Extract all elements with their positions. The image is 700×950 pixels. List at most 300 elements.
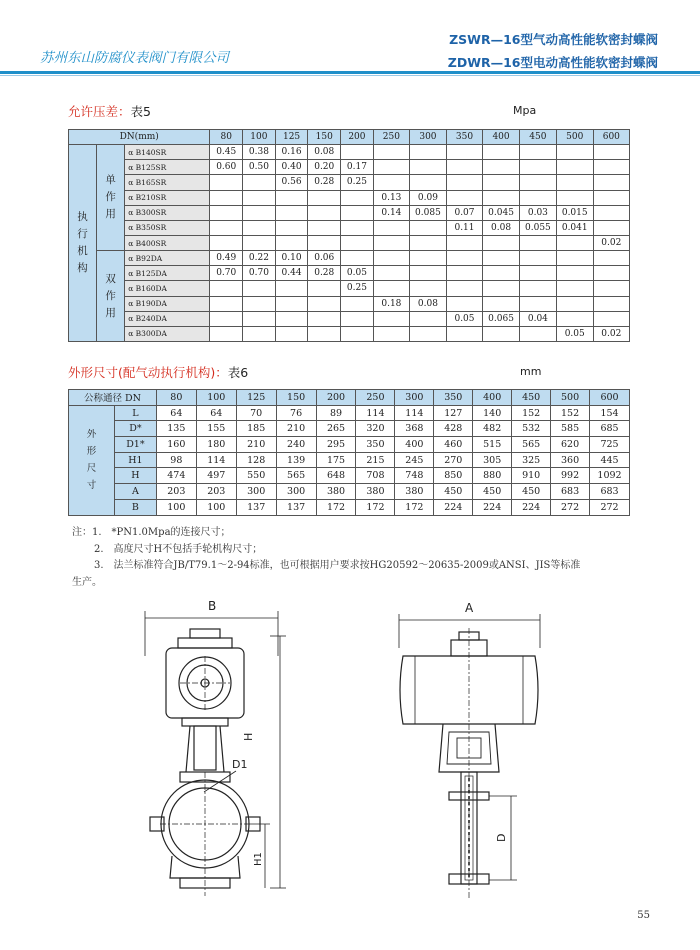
dn-header-cell: 350	[446, 130, 482, 145]
value-cell	[519, 281, 556, 296]
dn-header-cell: 150	[308, 130, 341, 145]
table-row	[69, 190, 630, 205]
value-cell: 550	[236, 468, 276, 484]
value-cell	[341, 251, 374, 266]
value-cell	[519, 266, 556, 281]
table-label: 表6	[227, 365, 249, 380]
value-cell: 360	[551, 452, 590, 468]
value-cell: 0.70	[210, 266, 243, 281]
value-cell	[593, 296, 629, 311]
value-cell	[210, 281, 243, 296]
table-row	[69, 296, 630, 311]
value-cell	[410, 281, 447, 296]
value-cell	[410, 311, 447, 326]
value-cell: 683	[590, 484, 630, 500]
value-cell	[483, 266, 520, 281]
value-cell: 0.015	[556, 205, 593, 220]
value-cell: 155	[196, 421, 236, 437]
value-cell	[373, 281, 409, 296]
value-cell	[593, 281, 629, 296]
value-cell: 0.05	[556, 326, 593, 341]
value-cell	[446, 296, 482, 311]
value-cell: 0.49	[210, 251, 243, 266]
model-cell: α B140SR	[125, 145, 210, 160]
value-cell: 0.28	[308, 266, 341, 281]
value-cell	[410, 220, 447, 235]
dn-header-cell: 80	[156, 390, 196, 406]
dn-header-cell: 350	[434, 390, 473, 406]
value-cell	[446, 326, 482, 341]
value-cell	[341, 326, 374, 341]
value-cell	[243, 205, 276, 220]
value-cell: 325	[512, 452, 551, 468]
value-cell: 620	[551, 437, 590, 453]
table-row	[69, 326, 630, 341]
value-cell: 460	[434, 437, 473, 453]
value-cell: 100	[196, 499, 236, 515]
value-cell	[308, 235, 341, 250]
value-cell: 910	[512, 468, 551, 484]
value-cell	[373, 266, 409, 281]
value-cell	[556, 281, 593, 296]
value-cell	[483, 326, 520, 341]
dn-header-cell: 600	[593, 130, 629, 145]
dn-header-cell: 400	[473, 390, 512, 406]
value-cell	[593, 220, 629, 235]
model-cell: α B350SR	[125, 220, 210, 235]
value-cell: 203	[196, 484, 236, 500]
value-cell	[210, 190, 243, 205]
value-cell	[556, 160, 593, 175]
note-1: 1. *PN1.0Mpa的连接尺寸；	[92, 527, 231, 538]
value-cell	[593, 251, 629, 266]
value-cell	[410, 175, 447, 190]
value-cell	[593, 145, 629, 160]
value-cell	[483, 175, 520, 190]
header-divider	[0, 71, 700, 74]
value-cell	[373, 311, 409, 326]
value-cell	[410, 251, 447, 266]
value-cell	[210, 235, 243, 250]
value-cell	[483, 251, 520, 266]
model-cell: α B125SR	[125, 160, 210, 175]
value-cell	[275, 205, 308, 220]
dimension-label-cell: D1*	[114, 437, 156, 453]
value-cell	[446, 145, 482, 160]
value-cell	[556, 175, 593, 190]
value-cell: 0.06	[308, 251, 341, 266]
value-cell	[341, 235, 374, 250]
value-cell	[243, 296, 276, 311]
value-cell	[446, 281, 482, 296]
value-cell	[308, 311, 341, 326]
table-row	[69, 468, 630, 484]
value-cell: 450	[473, 484, 512, 500]
value-cell: 482	[473, 421, 512, 437]
value-cell: 175	[316, 452, 356, 468]
value-cell: 265	[316, 421, 356, 437]
value-cell: 224	[434, 499, 473, 515]
value-cell: 245	[395, 452, 434, 468]
dn-header-cell: 500	[556, 130, 593, 145]
table-row	[69, 145, 630, 160]
value-cell: 380	[395, 484, 434, 500]
section-title-pressure	[68, 102, 151, 120]
value-cell: 185	[236, 421, 276, 437]
value-cell	[446, 190, 482, 205]
value-cell	[341, 145, 374, 160]
table-row	[69, 160, 630, 175]
valve-front-view-drawing	[385, 598, 565, 908]
value-cell	[373, 145, 409, 160]
value-cell	[243, 326, 276, 341]
value-cell: 295	[316, 437, 356, 453]
value-cell: 497	[196, 468, 236, 484]
model-cell: α B92DA	[125, 251, 210, 266]
value-cell: 515	[473, 437, 512, 453]
value-cell: 0.045	[483, 205, 520, 220]
value-cell: 137	[236, 499, 276, 515]
product-title-pneumatic: ZSWR—16型气动高性能软密封蝶阀	[449, 32, 658, 47]
table-header-row	[69, 390, 630, 406]
value-cell	[210, 311, 243, 326]
value-cell	[308, 281, 341, 296]
value-cell: 0.38	[243, 145, 276, 160]
dn-header-cell: 200	[341, 130, 374, 145]
value-cell: 474	[156, 468, 196, 484]
value-cell	[410, 160, 447, 175]
value-cell	[308, 205, 341, 220]
dn-header-cell: 600	[590, 390, 630, 406]
value-cell: 0.02	[593, 235, 629, 250]
value-cell	[519, 296, 556, 311]
value-cell: 0.45	[210, 145, 243, 160]
dim-label-h1: H1	[253, 852, 264, 866]
value-cell: 565	[276, 468, 316, 484]
value-cell	[519, 160, 556, 175]
table-row	[69, 405, 630, 421]
value-cell	[243, 175, 276, 190]
value-cell	[243, 220, 276, 235]
value-cell: 135	[156, 421, 196, 437]
model-cell: α B300SR	[125, 205, 210, 220]
value-cell: 0.18	[373, 296, 409, 311]
value-cell	[275, 190, 308, 205]
value-cell: 708	[356, 468, 395, 484]
header-cell: 公称通径 DN	[69, 390, 157, 406]
value-cell	[446, 160, 482, 175]
dimension-label-cell: H1	[114, 452, 156, 468]
value-cell: 272	[590, 499, 630, 515]
table-row	[69, 484, 630, 500]
value-cell: 320	[356, 421, 395, 437]
value-cell: 0.70	[243, 266, 276, 281]
model-cell: α B160DA	[125, 281, 210, 296]
dn-header-cell: 80	[210, 130, 243, 145]
value-cell: 368	[395, 421, 434, 437]
note-3: 3. 法兰标准符合JB/T79.1～2-94标准，也可根据用户要求按HG20592～20635-2009或ANSI、JIS等标准	[94, 560, 581, 571]
value-cell: 0.08	[410, 296, 447, 311]
value-cell: 98	[156, 452, 196, 468]
page-header	[0, 0, 700, 70]
value-cell: 0.16	[275, 145, 308, 160]
value-cell	[483, 281, 520, 296]
value-cell: 127	[434, 405, 473, 421]
company-name: 苏州东山防腐仪表阀门有限公司	[40, 50, 229, 66]
dn-header-cell: 450	[512, 390, 551, 406]
value-cell	[483, 235, 520, 250]
value-cell	[275, 296, 308, 311]
dim-label-h: H	[242, 732, 255, 741]
value-cell	[275, 311, 308, 326]
value-cell: 0.25	[341, 175, 374, 190]
value-cell: 0.07	[446, 205, 482, 220]
page-number: 55	[637, 910, 650, 921]
value-cell: 270	[434, 452, 473, 468]
section-title-text: 允许压差：	[68, 104, 131, 119]
value-cell: 128	[236, 452, 276, 468]
value-cell: 64	[156, 405, 196, 421]
value-cell: 400	[395, 437, 434, 453]
dn-header-cell: 200	[316, 390, 356, 406]
value-cell: 70	[236, 405, 276, 421]
value-cell	[593, 311, 629, 326]
value-cell	[410, 145, 447, 160]
value-cell: 76	[276, 405, 316, 421]
table-row	[69, 235, 630, 250]
value-cell	[519, 235, 556, 250]
value-cell: 0.20	[308, 160, 341, 175]
value-cell	[483, 190, 520, 205]
value-cell	[446, 266, 482, 281]
value-cell: 380	[316, 484, 356, 500]
value-cell	[410, 266, 447, 281]
value-cell: 240	[276, 437, 316, 453]
value-cell	[446, 235, 482, 250]
value-cell	[556, 311, 593, 326]
table-row	[69, 499, 630, 515]
value-cell	[373, 251, 409, 266]
value-cell: 152	[512, 405, 551, 421]
value-cell: 272	[551, 499, 590, 515]
table-row	[69, 421, 630, 437]
group-label-single-acting: 单 作 用	[97, 145, 125, 251]
table-row	[69, 452, 630, 468]
value-cell	[483, 296, 520, 311]
value-cell: 0.08	[483, 220, 520, 235]
dimension-label-cell: D*	[114, 421, 156, 437]
dimension-label-cell: A	[114, 484, 156, 500]
table-row	[69, 220, 630, 235]
value-cell: 685	[590, 421, 630, 437]
dim-label-a: A	[465, 601, 474, 615]
group-label-actuator: 执 行 机 构	[69, 145, 97, 342]
value-cell	[410, 235, 447, 250]
value-cell: 89	[316, 405, 356, 421]
unit-label-mpa: Mpa	[513, 104, 537, 117]
value-cell	[519, 190, 556, 205]
value-cell: 428	[434, 421, 473, 437]
value-cell	[593, 160, 629, 175]
value-cell: 532	[512, 421, 551, 437]
value-cell	[519, 251, 556, 266]
value-cell	[446, 251, 482, 266]
value-cell: 172	[395, 499, 434, 515]
value-cell: 114	[395, 405, 434, 421]
value-cell	[243, 311, 276, 326]
value-cell: 152	[551, 405, 590, 421]
value-cell: 0.22	[243, 251, 276, 266]
value-cell	[341, 190, 374, 205]
value-cell: 0.085	[410, 205, 447, 220]
value-cell: 172	[356, 499, 395, 515]
value-cell	[373, 175, 409, 190]
value-cell: 305	[473, 452, 512, 468]
value-cell	[556, 296, 593, 311]
table-row	[69, 175, 630, 190]
dn-header-cell: 450	[519, 130, 556, 145]
value-cell: 585	[551, 421, 590, 437]
value-cell	[210, 296, 243, 311]
table-row	[69, 251, 630, 266]
value-cell	[556, 266, 593, 281]
value-cell	[210, 220, 243, 235]
value-cell: 0.13	[373, 190, 409, 205]
value-cell	[519, 145, 556, 160]
value-cell: 0.05	[341, 266, 374, 281]
value-cell: 210	[236, 437, 276, 453]
value-cell: 203	[156, 484, 196, 500]
value-cell: 0.56	[275, 175, 308, 190]
model-cell: α B165SR	[125, 175, 210, 190]
section-title-dimensions	[68, 363, 248, 381]
value-cell: 0.05	[446, 311, 482, 326]
value-cell	[243, 281, 276, 296]
value-cell	[519, 326, 556, 341]
notes-prefix: 注：	[72, 527, 92, 538]
value-cell	[210, 205, 243, 220]
value-cell	[556, 251, 593, 266]
value-cell	[210, 175, 243, 190]
value-cell: 992	[551, 468, 590, 484]
value-cell	[275, 326, 308, 341]
dn-header-cell: 125	[236, 390, 276, 406]
value-cell: 100	[156, 499, 196, 515]
dim-label-b: B	[208, 599, 217, 613]
value-cell: 0.055	[519, 220, 556, 235]
table-row	[69, 205, 630, 220]
value-cell: 154	[590, 405, 630, 421]
value-cell	[308, 326, 341, 341]
value-cell: 850	[434, 468, 473, 484]
value-cell: 139	[276, 452, 316, 468]
value-cell	[243, 235, 276, 250]
value-cell: 0.28	[308, 175, 341, 190]
value-cell	[483, 145, 520, 160]
value-cell: 0.041	[556, 220, 593, 235]
dn-header-cell: 100	[196, 390, 236, 406]
table-row	[69, 266, 630, 281]
value-cell: 0.50	[243, 160, 276, 175]
value-cell: 880	[473, 468, 512, 484]
value-cell: 0.11	[446, 220, 482, 235]
notes	[72, 525, 662, 591]
dn-header-cell: 250	[356, 390, 395, 406]
dn-header-cell: 100	[243, 130, 276, 145]
value-cell	[210, 326, 243, 341]
value-cell: 0.04	[519, 311, 556, 326]
header-cell: DN(mm)	[69, 130, 210, 145]
value-cell: 380	[356, 484, 395, 500]
value-cell: 648	[316, 468, 356, 484]
value-cell: 137	[276, 499, 316, 515]
value-cell: 172	[316, 499, 356, 515]
value-cell: 0.17	[341, 160, 374, 175]
value-cell: 0.09	[410, 190, 447, 205]
value-cell: 300	[276, 484, 316, 500]
note-4: 生产。	[72, 576, 102, 588]
dimension-label-cell: L	[114, 405, 156, 421]
value-cell: 180	[196, 437, 236, 453]
value-cell	[593, 205, 629, 220]
value-cell	[243, 190, 276, 205]
value-cell: 300	[236, 484, 276, 500]
dn-header-cell: 150	[276, 390, 316, 406]
pressure-table	[68, 129, 630, 342]
value-cell	[373, 220, 409, 235]
value-cell	[556, 190, 593, 205]
value-cell	[593, 266, 629, 281]
table-row	[69, 311, 630, 326]
value-cell: 0.60	[210, 160, 243, 175]
group-label-dimensions: 外 形 尺 寸	[69, 405, 115, 515]
section-title-text: 外形尺寸(配气动执行机构)：	[68, 365, 228, 380]
value-cell: 0.03	[519, 205, 556, 220]
unit-label-mm: mm	[520, 365, 542, 378]
value-cell: 224	[512, 499, 551, 515]
value-cell: 140	[473, 405, 512, 421]
table-row	[69, 281, 630, 296]
value-cell: 210	[276, 421, 316, 437]
model-cell: α B300DA	[125, 326, 210, 341]
model-cell: α B400SR	[125, 235, 210, 250]
value-cell: 748	[395, 468, 434, 484]
value-cell	[483, 160, 520, 175]
table-header-row	[69, 130, 630, 145]
value-cell: 0.065	[483, 311, 520, 326]
note-2: 2. 高度尺寸H不包括手轮机构尺寸；	[94, 543, 263, 555]
value-cell	[275, 235, 308, 250]
value-cell	[341, 205, 374, 220]
value-cell	[519, 175, 556, 190]
value-cell: 683	[551, 484, 590, 500]
value-cell	[308, 296, 341, 311]
value-cell: 445	[590, 452, 630, 468]
value-cell	[446, 175, 482, 190]
value-cell	[556, 145, 593, 160]
value-cell: 0.25	[341, 281, 374, 296]
product-title-electric: ZDWR—16型电动高性能软密封蝶阀	[447, 55, 658, 70]
value-cell: 160	[156, 437, 196, 453]
value-cell: 1092	[590, 468, 630, 484]
dimension-label-cell: H	[114, 468, 156, 484]
value-cell	[341, 220, 374, 235]
model-cell: α B125DA	[125, 266, 210, 281]
value-cell: 0.40	[275, 160, 308, 175]
model-cell: α B190DA	[125, 296, 210, 311]
header-divider-thin	[0, 75, 700, 76]
table-row	[69, 437, 630, 453]
